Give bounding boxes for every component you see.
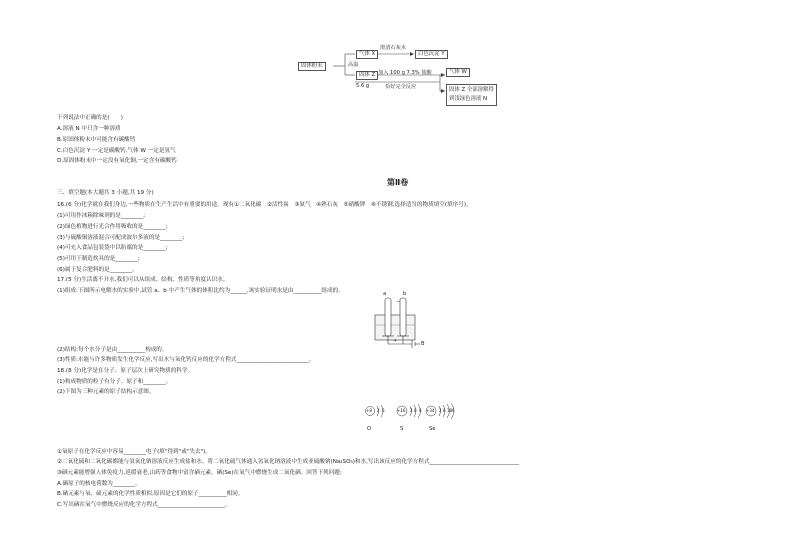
flow-start-box: 固体粉末 [298, 62, 326, 71]
flow-solid-z-box: 固体 Z [356, 71, 378, 80]
tube-b-label: b [403, 291, 407, 297]
q16-item-4: (4)可充入食品包装袋中以防腐的是________; [57, 245, 168, 251]
answer-b: B.硒元素与氧、硫元素的化学性质相似,原因是它们的原子__________相同。 [57, 491, 244, 497]
minus-terminal-label: − [396, 299, 401, 305]
q17-part-2: (2)结构:每个水分子是由__________构成的。 [57, 347, 168, 353]
section-title: 第Ⅱ卷 [387, 178, 409, 187]
battery-label: B [421, 341, 425, 347]
atom-se-shell-2: 8 [443, 408, 446, 413]
answer-2: ②二氧化硫和二氧化碳都能与氢氧化钠溶液反应生成盐和水。将二氧化硫气体通入氢氧化钠溶液中生成亚硫酸钠(Na₂SO₃)和水,写出该反应的化学方程式________________________________ [57, 459, 519, 465]
q17-part-3: (3)性质:水能与许多物质发生化学反应,写出水与氧化钙反应的化学方程式__________________________。 [57, 357, 315, 363]
flow-dissolve-line1: 固体 Z 全部溶解得 [449, 87, 494, 93]
atom-se-shell-1: 2 [439, 408, 442, 413]
q16-item-6: (6)属于复合肥料的是________。 [57, 267, 138, 273]
option-b: B.原固体粉末中可能含有碳酸钙 [57, 137, 136, 143]
atom-o-label: O [367, 426, 372, 432]
atom-o-shell-1: 2 [377, 408, 380, 413]
flow-precip-y-box: 白色沉淀 Y [415, 50, 448, 59]
flow-limewater-label: 澄清石灰水 [380, 45, 406, 51]
q18-stem: 18.(8 分)化学是在分子、原子层次上研究物质的科学。 [57, 368, 194, 374]
atom-s-label: S [400, 426, 404, 432]
q16-item-3: (3)与硫酸铜溶液混合可配成波尔多液的是________; [57, 235, 185, 241]
atom-s-shell-1: 2 [410, 408, 413, 413]
flow-acid-label: 加入 100 g 7.3% 盐酸 [378, 70, 432, 76]
answer-1: ①氧原子在化学反应中容易________电子(填"得到"或"失去")。 [57, 449, 211, 455]
plus-terminal-label: + [393, 338, 398, 344]
atom-se-label: Se [429, 426, 436, 432]
atom-o-shell-2: 6 [382, 408, 385, 413]
q17-part-1: (1)组成:下图所示电解水的实验中,试管 a、b 中产生气体的体积比约为______,该实验证明水是由__________组成的。 [57, 288, 344, 294]
q16-item-1: (1)可用作冰箱除味剂的是________; [57, 213, 146, 219]
atom-o-nucleus: +8 [366, 408, 372, 413]
flow-heat-label: 高温 [348, 62, 359, 68]
option-c: C.白色沉淀 Y 一定是碳酸钙,气体 W 一定是氢气 [57, 148, 176, 154]
flow-gas-x-box: 气体 X [356, 50, 378, 59]
question-intro: 下列说法中正确的是( ) [57, 115, 123, 121]
atom-se-nucleus: +34 [426, 408, 435, 413]
atom-se-shell-4: 6 [452, 408, 455, 413]
atom-se-shell-3: 18 [447, 408, 453, 413]
q18-part-1: (1)构成物质的粒子有分子、原子和________。 [57, 379, 172, 385]
flow-mass-label: 5.6 g [356, 83, 370, 89]
flow-react-label: 恰好完全反应 [385, 84, 417, 90]
option-d: D.原固体粉末中一定没有氧化铜,一定含有碳酸钙 [57, 158, 177, 164]
option-a: A.溶液 N 中只含一种溶质 [57, 126, 121, 132]
q16-stem: 16.(6 分)化学就在我们身边,一些物质在生产生活中有重要的用途。现有①二氧化碳 ②活性炭 ③氮气 ④熟石灰 ⑤硝酸钾 ⑥不锈钢,选择适当的物质填空(填序号)。 [57, 202, 472, 208]
flow-dissolve-line2: 到浅绿色溶液 N [449, 96, 488, 102]
q17-stem: 17.(5 分)生活离不开水,我们可以从组成、结构、性质等角度认识水。 [57, 277, 229, 283]
flow-gas-w-box: 气体 W [446, 68, 470, 77]
answer-c: C.写出硒在氧气中燃烧反应的化学方程式________________________。 [57, 502, 231, 508]
atom-s-shell-2: 8 [414, 408, 417, 413]
q18-part-2: (2)下图为三种元素的原子结构示意图。 [57, 389, 155, 395]
answer-a: A.硒原子的核电荷数为________。 [57, 481, 141, 487]
answer-3: ③硒元素能增强人体免疫力,延缓衰老,山药等食物中富含硒元素。硒(Se)在氧气中燃烧生成二氧化硒。回答下列问题: [57, 470, 342, 476]
tube-a-label: a [383, 291, 387, 297]
q16-item-5: (5)可用于制造炊具的是________; [57, 256, 140, 262]
atom-s-shell-3: 6 [419, 408, 422, 413]
section-3-heading: 三、填空题(本大题共 3 小题,共 19 分) [57, 190, 154, 196]
atom-s-nucleus: +16 [397, 408, 406, 413]
q16-item-2: (2)绿色植物进行光合作用吸收的是________; [57, 224, 168, 230]
